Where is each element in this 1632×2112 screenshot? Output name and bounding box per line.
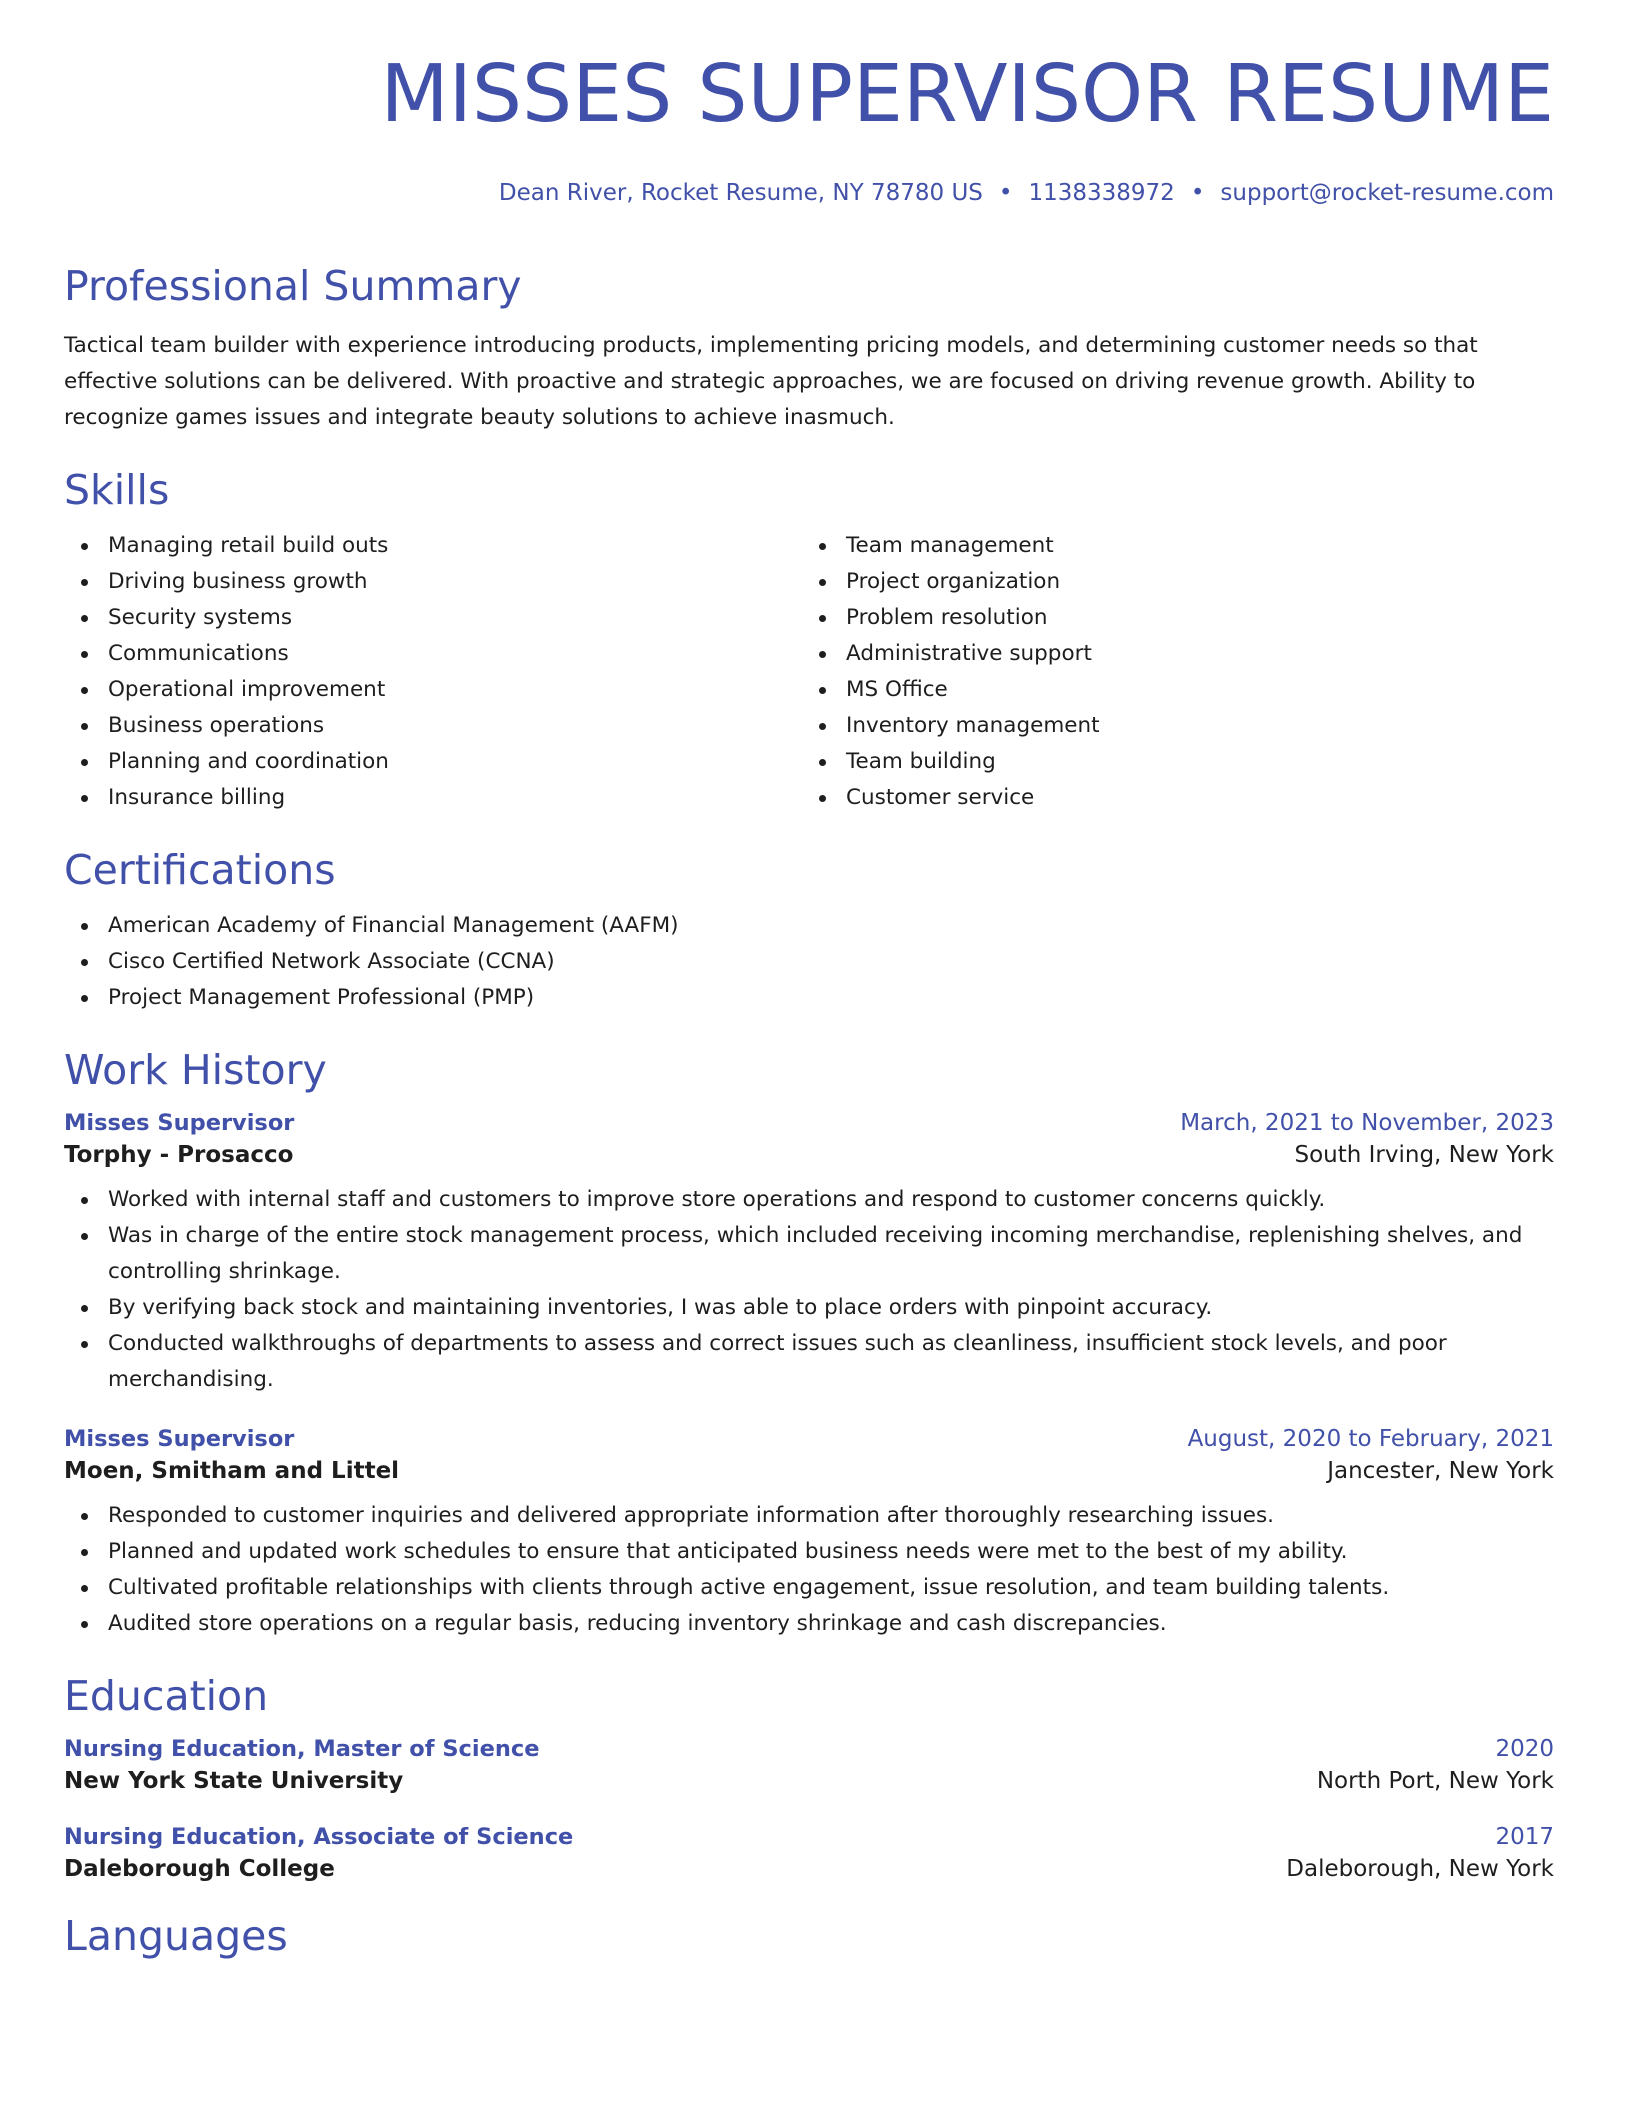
skill-item: Security systems [64, 600, 802, 636]
contact-separator: • [998, 180, 1013, 206]
education-location: North Port, New York [1316, 1768, 1554, 1794]
skill-item: Team management [802, 528, 1540, 564]
skill-item: Project organization [802, 564, 1540, 600]
skill-item: Driving business growth [64, 564, 802, 600]
job-duty: Was in charge of the entire stock management process, which included receiving incoming merchandise, replenishing shelves, and controlling shrinkage. [64, 1218, 1554, 1290]
education-school-row [64, 1856, 1554, 1882]
certification-item: American Academy of Financial Management (AAFM) [64, 908, 1554, 944]
job-location: Jancester, New York [1327, 1458, 1554, 1484]
job-duty: Responded to customer inquiries and delivered appropriate information after thoroughly researching issues. [64, 1498, 1554, 1534]
skills-list-left [64, 528, 802, 816]
job-company-row [64, 1142, 1554, 1168]
education-year: 2020 [1495, 1736, 1554, 1762]
education-entry [64, 1736, 1554, 1794]
job-header [64, 1426, 1554, 1452]
job-duties [64, 1498, 1554, 1642]
certification-item: Cisco Certified Network Associate (CCNA) [64, 944, 1554, 980]
education-entry [64, 1824, 1554, 1882]
education-school: New York State University [64, 1768, 404, 1794]
skill-item: Customer service [802, 780, 1540, 816]
job-entry [64, 1110, 1554, 1398]
contact-address: Dean River, Rocket Resume, NY 78780 US [498, 180, 983, 206]
education-degree: Nursing Education, Associate of Science [64, 1824, 574, 1850]
job-duty: Worked with internal staff and customers to improve store operations and respond to customer concerns quickly. [64, 1182, 1554, 1218]
job-duty: Conducted walkthroughs of departments to assess and correct issues such as cleanliness, insufficient stock levels, and poor merchandising. [64, 1326, 1554, 1398]
job-company-row [64, 1458, 1554, 1484]
skills-list-right [802, 528, 1540, 816]
resume-title: MISSES SUPERVISOR RESUME [380, 48, 1554, 140]
education-location: Daleborough, New York [1286, 1856, 1554, 1882]
education-school-row [64, 1768, 1554, 1794]
contact-separator: • [1190, 180, 1205, 206]
job-duty: Audited store operations on a regular basis, reducing inventory shrinkage and cash discrepancies. [64, 1606, 1554, 1642]
job-duties [64, 1182, 1554, 1398]
skill-item: Insurance billing [64, 780, 802, 816]
job-duty: By verifying back stock and maintaining inventories, I was able to place orders with pinpoint accuracy. [64, 1290, 1554, 1326]
certification-item: Project Management Professional (PMP) [64, 980, 1554, 1016]
skill-item: Inventory management [802, 708, 1540, 744]
certifications-heading: Certifications [64, 846, 336, 894]
skill-item: Business operations [64, 708, 802, 744]
summary-heading: Professional Summary [64, 262, 522, 310]
job-duty: Planned and updated work schedules to ensure that anticipated business needs were met to the best of my ability. [64, 1534, 1554, 1570]
education-school: Daleborough College [64, 1856, 335, 1882]
education-header [64, 1824, 1554, 1850]
skill-item: Communications [64, 636, 802, 672]
job-entry [64, 1426, 1554, 1642]
job-dates: March, 2021 to November, 2023 [1180, 1110, 1554, 1136]
job-title: Misses Supervisor [64, 1110, 295, 1136]
certifications-list [64, 908, 1554, 1016]
skills-grid [64, 528, 1554, 816]
skill-item: MS Office [802, 672, 1540, 708]
languages-heading: Languages [64, 1912, 288, 1960]
job-location: South Irving, New York [1294, 1142, 1554, 1168]
contact-line [499, 180, 1554, 206]
education-header [64, 1736, 1554, 1762]
job-dates: August, 2020 to February, 2021 [1187, 1426, 1554, 1452]
summary-text: Tactical team builder with experience introducing products, implementing pricing models, and determining customer needs so that effective solutions can be delivered. With proactive and strategic approaches, we are focused on driving revenue growth. Ability to recognize games issues and integrate beauty solutions to achieve inasmuch. [64, 333, 1478, 430]
education-degree: Nursing Education, Master of Science [64, 1736, 540, 1762]
contact-email: support@rocket-resume.com [1220, 180, 1554, 206]
skill-item: Planning and coordination [64, 744, 802, 780]
resume-content [64, 258, 1554, 1964]
skill-item: Team building [802, 744, 1540, 780]
job-header [64, 1110, 1554, 1136]
job-duty: Cultivated profitable relationships with clients through active engagement, issue resolution, and team building talents. [64, 1570, 1554, 1606]
skill-item: Administrative support [802, 636, 1540, 672]
skill-item: Managing retail build outs [64, 528, 802, 564]
job-title: Misses Supervisor [64, 1426, 295, 1452]
work-history-heading: Work History [64, 1046, 327, 1094]
skill-item: Operational improvement [64, 672, 802, 708]
education-heading: Education [64, 1672, 269, 1720]
contact-phone: 1138338972 [1028, 180, 1175, 206]
job-company: Moen, Smitham and Littel [64, 1458, 400, 1484]
job-company: Torphy - Prosacco [64, 1142, 294, 1168]
skill-item: Problem resolution [802, 600, 1540, 636]
skills-heading: Skills [64, 466, 170, 514]
education-year: 2017 [1495, 1824, 1554, 1850]
